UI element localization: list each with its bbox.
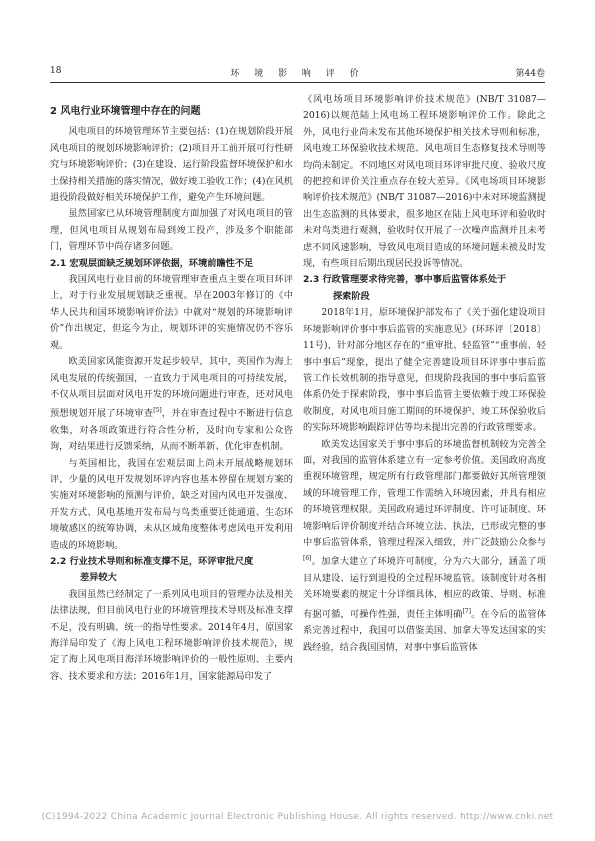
page-number: 18 [50,66,62,76]
paragraph: 《风电场项目环境影响评价技术规范》(NB/T 31087—2016)以规范陆上风电场工程环境影响评价工作。除此之外，风电行业尚未发布其他环境保护相关技术导则和标准，风电竣工环保验收技术规范、风电项目生态修复技术导则等均尚未制定。不同地区对风电项目环评审批尺度、验收尺度的把控和评价关注重点存在较大差异。《风电场项目环境影响评价技术规范》(NB/T 31087—2016)中未对环境监测提出生态监测的具体要求，很多地区在陆上风电环评和验收时未对鸟类进行观测，验收时仅开展了一次噪声监测并且未考虑不同风速影响，导致风电项目造成的环境问题未被及时发现，有些项目后期出现居民投诉等情况。 [303,94,546,270]
paragraph: 2018年1月，原环境保护部发布了《关于强化建设项目环境影响评价事中事后监管的实施意见》(环环评〔2018〕11号)，针对部分地区存在的“重审批、轻监管”“重事前、轻事中事后”现象，提出了健全完善建设项目环评事中事后监管工作长效机制的指导意见，但现阶段我国的事中事后监管体系仍处于探索阶段，事中事后监管主要依赖于竣工环保验收制度，对风电项目施工期间的环境保护、竣工环保验收后的实际环境影响跟踪评估等均未提出完善的行政管理要求。 [303,307,546,434]
paragraph-text: ，并在审查过程中不断进行信息收集，对各项政策进行符合性分析，及时向专家和公众咨询，对结果进行反馈采纳，从而不断革新、优化审查机制。 [50,408,294,453]
paragraph: 风电项目的环境管理环节主要包括：(1)在规划阶段开展风电项目的规划环境影响评价；(2)项目开工前开展可行性研究与环境影响评价；(3)在建设、运行阶段监督环境保护和水土保持相关措施的落实情况，做好竣工验收工作；(4)在风机退役阶段做好相关环境保护工作，避免产生环境问题。 [50,126,293,204]
paragraph: 我国虽然已经制定了一系列风电项目的管理办法及相关法律法规，但目前风电行业的环境管理技术导则及标准支撑不足，没有明确、统一的指导性要求。2014年4月，原国家海洋局印发了《海上风电工程环境影响评价技术规范》，规定了海上风电项目海洋环境影响评价的一般性原则、主要内容、技术要求和方法；2016年1月，国家能源局印发了 [50,588,293,682]
volume-label: 第44卷 [515,69,545,79]
right-column [303,92,546,656]
subsection-heading [50,554,293,587]
copyright-footer: (C)1994-2022 China Academic Journal Electronic Publishing House. All rights reserved. http://www.cnki.net [41,812,554,822]
heading-line: 2.3 行政管理要求待完善，事中事后监管体系处于 [303,274,507,286]
subsection-heading: 2.1 宏观层面缺乏规划环评依据，环境前瞻性不足 [50,257,254,269]
paragraph: 虽然国家已从环境管理制度方面加强了对风电项目的管理，但风电项目从规划布局到竣工投产，涉及多个职能部门，管理环节中尚存诸多问题。 [50,208,293,253]
left-column [50,92,293,685]
section-heading: 2 风电行业环境管理中存在的问题 [50,106,201,117]
paragraph: 我国风电行业目前的环境管理审查重点主要在项目环评上，对于行业发展规划缺乏重视。早在2003年修订的《中华人民共和国环境影响评价法》中就对“规划的环境影响评价”作出规定，但迄今为止，规划环评的实施情况仍不容乐观。 [50,274,293,351]
journal-title: 环 境 影 响 评 价 [230,69,365,79]
paragraph-text: 。在今后的监管体系完善过程中，我国可以借鉴美国、加拿大等发达国家的实践经验，结合我国国情，对事中事后监管体 [303,608,547,653]
paragraph-text: 欧美国家风能资源开发起步较早，其中，英国作为海上风电发展的传统强国，一直致力于风电项目的可持续发展，不仅从项目层面对风电开发的环境问题进行审查，还对风电预想规划开展了环境审查 [50,356,293,420]
heading-line: 探索阶段 [333,290,370,302]
heading-line: 差异较大 [80,572,117,584]
paragraph-text: 。加拿大建立了环境许可制度，分为六大部分，涵盖了项目从建设、运行到退役的全过程环境监管。该制度针对各相关环境要素的规定十分详细具体，相应的政策、导则、标准有据可循，可操作性强，责任主体明确 [303,556,546,620]
running-header [50,66,545,80]
heading-line: 2.2 行业技术导则和标准支撑不足，环评审批尺度 [50,556,254,568]
citation: [6] [303,555,312,563]
paragraph: 与英国相比，我国在宏观层面上尚未开展战略规划环评，少量的风电开发规划环评内容也基本停留在规划方案的实施对环境影响的预测与评价，缺乏对国内风电开发强度、开发方式、风电基地开发布局与鸟类重要迁徙通道、生态环境敏感区的统筹协调，未从区域角度整体考虑风电开发利用造成的环境影响。 [50,457,293,551]
citation: [7] [462,607,471,615]
paragraph [303,437,546,656]
header-rule [50,82,545,83]
paragraph [50,354,293,456]
subsection-heading [303,272,546,305]
paragraph-text: 欧美发达国家关于事中事后的环境监督机制较为完善全面，对我国的监管体系建立有一定参考价值。美国政府高度重视环境管理，规定所有行政管理部门都要做好其所管理领域的环境管理工作，管理工作需纳入环境因素，并具有相应的环境管理权限。美国政府通过环评制度、许可证制度、环境影响后评价制度并结合环境立法、执法，已形成完整的事中事后监管体系，管理过程深入细致，并广泛鼓励公众参与 [303,438,546,548]
citation: [5] [153,407,162,415]
